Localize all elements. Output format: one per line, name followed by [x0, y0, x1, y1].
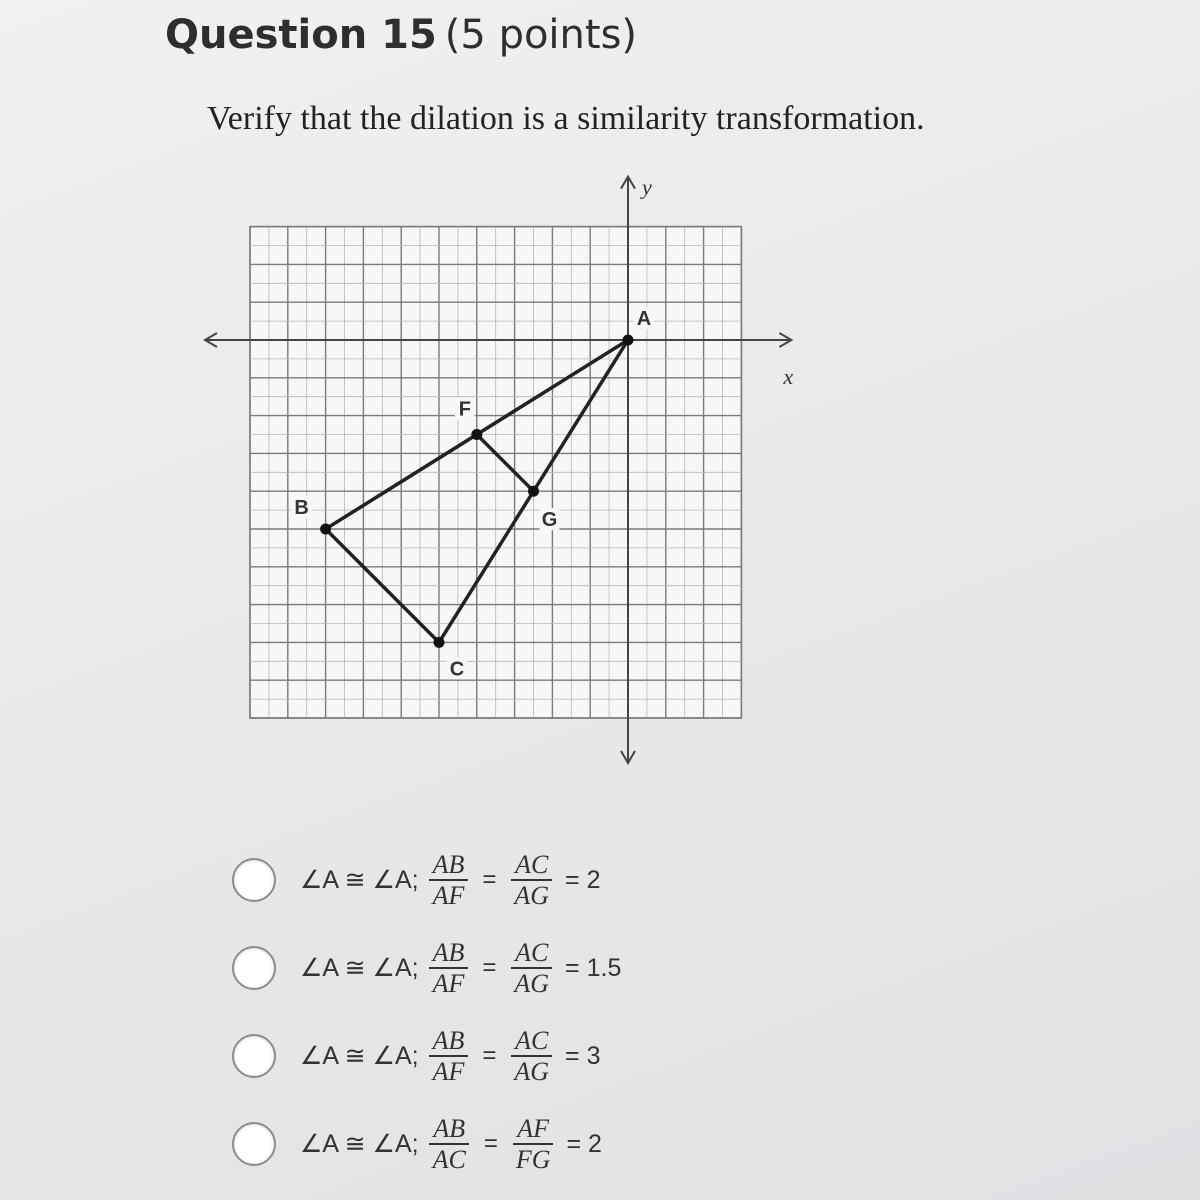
radio-button[interactable]	[232, 1034, 276, 1078]
equals-sign: =	[482, 954, 497, 981]
fraction-numerator: AB	[429, 851, 469, 881]
point-label-C: C	[449, 658, 465, 681]
fraction-numerator: AB	[429, 1115, 469, 1145]
angle-congruence: ∠A ≅ ∠A;	[300, 1042, 419, 1070]
fraction-numerator: AC	[511, 851, 552, 881]
fraction-numerator: AB	[429, 1027, 469, 1057]
answer-choices	[232, 836, 621, 1188]
question-title: Question 15	[165, 12, 437, 58]
fraction-numerator: AB	[429, 939, 469, 969]
equals-sign: =	[482, 866, 497, 893]
fraction-1	[429, 851, 469, 910]
point-C	[434, 637, 445, 648]
question-points: (5 points)	[444, 12, 638, 58]
angle-congruence: ∠A ≅ ∠A;	[300, 866, 419, 894]
fraction-denominator: AF	[432, 969, 465, 998]
fraction-denominator: AF	[432, 1057, 465, 1086]
point-G	[528, 486, 539, 497]
scale-ratio: = 2	[566, 1129, 602, 1158]
fraction-denominator: AG	[514, 1057, 550, 1086]
fraction-denominator: FG	[515, 1145, 551, 1174]
angle-congruence: ∠A ≅ ∠A;	[300, 1130, 419, 1158]
answer-option-3[interactable]	[232, 1012, 621, 1100]
point-label-F: F	[458, 398, 471, 421]
fraction-2	[510, 1027, 553, 1086]
scale-ratio: = 1.5	[565, 953, 622, 982]
y-axis-label: y	[642, 174, 652, 200]
answer-expression	[300, 1027, 601, 1086]
fraction-numerator: AF	[513, 1115, 553, 1145]
angle-congruence: ∠A ≅ ∠A;	[300, 954, 419, 982]
fraction-2	[510, 939, 553, 998]
fraction-denominator: AF	[432, 881, 465, 910]
answer-option-4[interactable]	[232, 1100, 621, 1188]
answer-expression	[300, 851, 601, 910]
radio-button[interactable]	[232, 858, 276, 902]
fraction-1	[429, 1115, 470, 1174]
scale-ratio: = 3	[565, 1041, 601, 1070]
fraction-denominator: AC	[432, 1145, 466, 1174]
fraction-numerator: AC	[511, 1027, 552, 1057]
answer-option-2[interactable]	[232, 924, 621, 1012]
fraction-numerator: AC	[511, 939, 552, 969]
point-label-A: A	[636, 308, 652, 330]
point-F	[471, 429, 482, 440]
point-label-B: B	[294, 497, 309, 519]
fraction-denominator: AG	[514, 969, 550, 998]
point-A	[623, 335, 634, 346]
equals-sign: =	[482, 1042, 497, 1069]
equals-sign: =	[483, 1130, 498, 1157]
point-label-G: G	[541, 509, 558, 532]
fraction-denominator: AG	[514, 881, 550, 910]
fraction-2	[510, 851, 553, 910]
radio-button[interactable]	[232, 1122, 276, 1166]
question-prompt: Verify that the dilation is a similarity transformation.	[207, 100, 925, 137]
answer-expression	[300, 939, 621, 998]
point-B	[320, 524, 331, 535]
x-axis-label: x	[783, 364, 794, 389]
fraction-1	[429, 939, 469, 998]
answer-expression	[300, 1115, 602, 1174]
fraction-2	[512, 1115, 555, 1174]
scale-ratio: = 2	[565, 865, 601, 894]
answer-option-1[interactable]	[232, 836, 621, 924]
radio-button[interactable]	[232, 946, 276, 990]
fraction-1	[429, 1027, 469, 1086]
